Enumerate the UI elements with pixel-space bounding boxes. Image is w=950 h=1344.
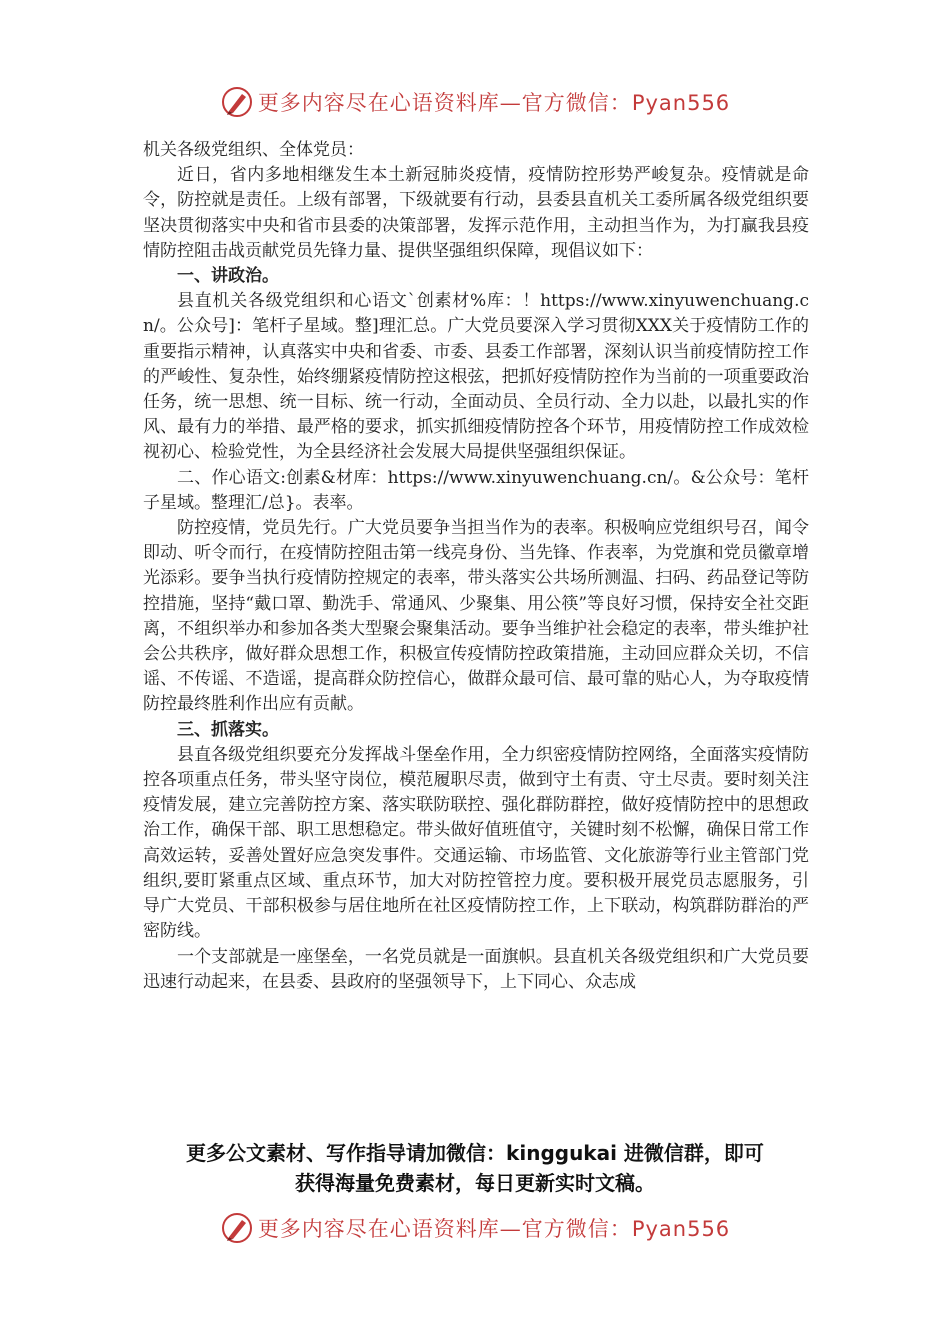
section-heading-2: 二、作心语文:创素&材库：https://www.xinyuwenchuang.cn/。&公众号：笔杆子星域。整理汇/总}。表率。 (143, 467, 809, 513)
pen-logo-icon (220, 1211, 254, 1245)
promo-line-2: 获得海量免费素材，每日更新实时文稿。 (295, 1171, 655, 1195)
section-paragraph-1: 县直机关各级党组织和心语文`创素材%库：！https://www.xinyuwenchuang.cn/。公众号]：笔杆子星域。整]理汇总。广大党员要深入学习贯彻XXX关于疫情防工作的重要指示精神，认真落实中央和省委、市委、县委工作部署，深刻认识当前疫情防控工作的严峻性、复杂性，始终绷紧疫情防控这根弦，把抓好疫情防控作为当前的一项重要政治任务，统一思想、统一目标、统一行动，全面动员、全员行动、全力以赴，以最扎实的作风、最有力的举措、最严格的要求，抓实抓细疫情防控各个环节，用疫情防控工作成效检视初心、检验党性，为全县经济社会发展大局提供坚强组织保证。 (143, 291, 809, 463)
promo-notice (120, 1138, 830, 1198)
document-body (143, 138, 809, 995)
closing-paragraph: 一个支部就是一座堡垒，一名党员就是一面旗帜。县直机关各级党组织和广大党员要迅速行动起来，在县委、县政府的坚强领导下，上下同心、众志成 (143, 946, 809, 992)
header-banner (0, 82, 950, 122)
header-wechat-id: Pyan556 (631, 91, 731, 115)
salutation: 机关各级党组织、全体党员： (143, 140, 364, 160)
section-heading-3: 三、抓落实。 (177, 719, 279, 740)
footer-banner (0, 1208, 950, 1248)
header-banner-text: 更多内容尽在心语资料库—官方微信：Pyan556 (257, 91, 731, 115)
pen-logo-icon (220, 85, 254, 119)
intro-paragraph: 近日，省内多地相继发生本土新冠肺炎疫情，疫情防控形势严峻复杂。疫情就是命令，防控就是责任。上级有部署，下级就要有行动，县委县直机关工委所属各级党组织要坚决贯彻落实中央和省市县委的决策部署，发挥示范作用，主动担当作为，为打赢我县疫情防控阻击战贡献党员先锋力量、提供坚强组织保障，现倡议如下： (143, 165, 809, 261)
section-paragraph-2: 防控疫情，党员先行。广大党员要争当担当作为的表率。积极响应党组织号召，闻令即动、听令而行，在疫情防控阻击第一线亮身份、当先锋、作表率，为党旗和党员徽章增光添彩。要争当执行疫情防控规定的表率，带头落实公共场所测温、扫码、药品登记等防控措施，坚持“戴口罩、勤洗手、常通风、少聚集、用公筷”等良好习惯，保持安全社交距离，不组织举办和参加各类大型聚会聚集活动。要争当维护社会稳定的表率，带头维护社会公共秩序，做好群众思想工作，积极宣传疫情防控政策措施，主动回应群众关切，不信谣、不传谣、不造谣，提高群众防控信心，做群众最可信、最可靠的贴心人，为夺取疫情防控最终胜利作出应有贡献。 (143, 518, 809, 715)
section-paragraph-3: 县直各级党组织要充分发挥战斗堡垒作用，全力织密疫情防控网络，全面落实疫情防控各项重点任务，带头坚守岗位，模范履职尽责，做到守土有责、守土尽责。要时刻关注疫情发展，建立完善防控方案、落实联防联控、强化群防群控，做好疫情防控中的思想政治工作，确保干部、职工思想稳定。带头做好值班值守，关键时刻不松懈，确保日常工作高效运转，妥善处置好应急突发事件。交通运输、市场监管、文化旅游等行业主管部门党组织,要盯紧重点区域、重点环节，加大对防控管控力度。要积极开展党员志愿服务，引导广大党员、干部积极参与居住地所在社区疫情防控工作，上下联动，构筑群防群治的严密防线。 (143, 744, 809, 942)
section-heading-1: 一、讲政治。 (177, 266, 279, 287)
footer-banner-text: 更多内容尽在心语资料库—官方微信：Pyan556 (257, 1217, 731, 1241)
footer-wechat-id: Pyan556 (631, 1217, 731, 1241)
promo-line-1: 更多公文素材、写作指导请加微信：kinggukai 进微信群，即可 (186, 1141, 764, 1165)
